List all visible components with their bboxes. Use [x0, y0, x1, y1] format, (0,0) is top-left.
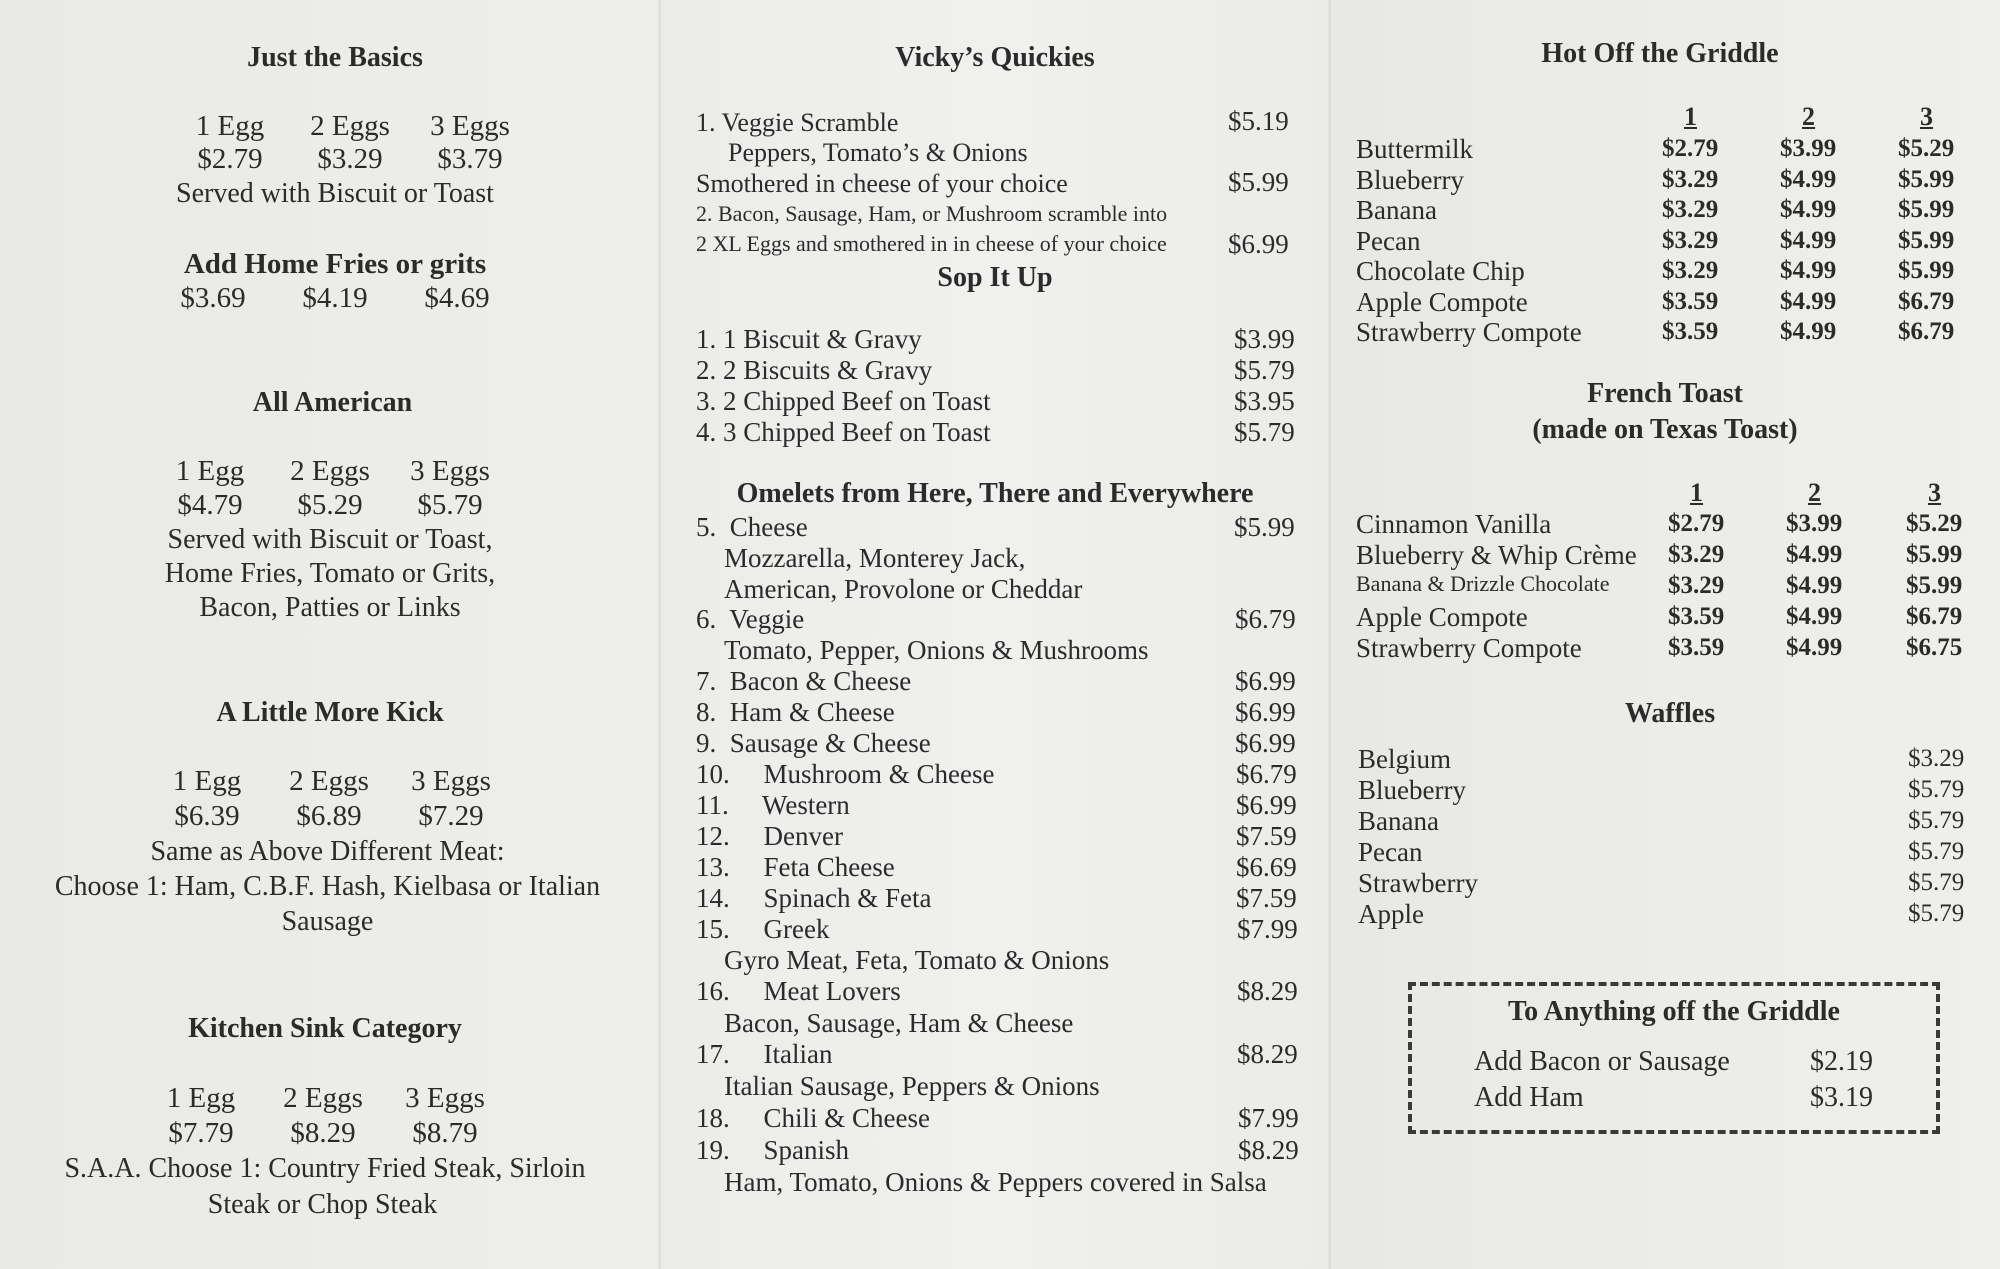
omelet-price: $8.29: [1237, 1039, 1298, 1069]
griddle-item: Pecan: [1356, 225, 1421, 256]
section-title-sop: Sop It Up: [937, 262, 1053, 293]
griddle-price: $5.99: [1898, 257, 1955, 284]
kick-price-3: $7.29: [418, 800, 484, 832]
omelet-item: 7. Bacon & Cheese: [696, 665, 912, 696]
quickie-line: Smothered in cheese of your choice: [696, 169, 1068, 198]
kick-prices: [146, 800, 512, 833]
french-toast-item: Strawberry Compote: [1356, 633, 1582, 663]
sop-price: $3.95: [1234, 386, 1295, 416]
french-toast-subtitle: (made on Texas Toast): [1532, 414, 1798, 445]
sink-egg-1: 1 Egg: [166, 1082, 236, 1114]
french-toast-price: $3.99: [1786, 510, 1843, 537]
omelet-item: 6. Veggie: [696, 604, 805, 634]
griddle-price: $5.99: [1898, 226, 1955, 254]
omelet-description: Gyro Meat, Feta, Tomato & Onions: [724, 944, 1110, 975]
quickie-line: Peppers, Tomato’s & Onions: [728, 138, 1028, 167]
griddle-item: Buttermilk: [1356, 134, 1473, 164]
sop-price: $3.99: [1234, 324, 1295, 354]
griddle-price: $3.29: [1662, 226, 1719, 254]
french-toast-item: Cinnamon Vanilla: [1356, 509, 1552, 539]
addon-price-2: $4.19: [302, 282, 368, 314]
addon-price: $2.19: [1810, 1046, 1873, 1077]
waffle-item: Strawberry: [1358, 868, 1478, 898]
griddle-price: $4.99: [1780, 287, 1837, 315]
omelet-item: 14. Spinach & Feta: [696, 882, 932, 913]
addons-title: To Anything off the Griddle: [1508, 996, 1840, 1027]
basics-price-1: $2.79: [197, 143, 263, 175]
omelet-item: 12. Denver: [696, 820, 843, 851]
sink-price-2: $8.29: [290, 1117, 356, 1149]
waffle-item: Apple: [1358, 899, 1424, 929]
omelet-price: $8.29: [1237, 976, 1298, 1006]
quickie-line: 2. Bacon, Sausage, Ham, or Mushroom scramble into: [696, 201, 1168, 226]
waffle-price: $3.29: [1908, 745, 1965, 772]
kick-price-2: $6.89: [296, 800, 362, 832]
american-egg-2: 2 Eggs: [290, 455, 370, 487]
omelet-price: $6.79: [1236, 758, 1297, 789]
waffle-price: $5.79: [1908, 869, 1965, 896]
waffle-price: $5.79: [1908, 900, 1965, 927]
omelet-price: $7.59: [1236, 882, 1297, 913]
basics-prices: [170, 143, 530, 176]
griddle-price: $4.99: [1780, 257, 1837, 284]
french-toast-price: $4.99: [1786, 603, 1843, 630]
french-toast-price: $5.99: [1906, 572, 1963, 599]
french-toast-item: Apple Compote: [1356, 602, 1528, 632]
griddle-price: $5.99: [1898, 165, 1955, 193]
griddle-price: $6.79: [1898, 318, 1955, 345]
section-title-french-toast: French Toast: [1587, 378, 1743, 409]
american-egg-3: 3 Eggs: [410, 455, 490, 487]
american-price-1: $4.79: [177, 489, 243, 521]
omelet-item: 18. Chili & Cheese: [696, 1102, 930, 1133]
griddle-column-header: 3: [1920, 102, 1933, 131]
omelet-item: 8. Ham & Cheese: [696, 696, 895, 727]
omelet-price: $6.99: [1235, 727, 1296, 758]
griddle-price: $3.29: [1662, 257, 1719, 284]
omelet-price: $7.59: [1236, 820, 1297, 851]
french-toast-price: $3.29: [1668, 572, 1725, 599]
fold-line-right: [1328, 0, 1331, 1269]
waffle-item: Banana: [1358, 806, 1439, 836]
quickie-line: 1. Veggie Scramble: [696, 108, 899, 137]
section-title-quickies: Vicky’s Quickies: [895, 42, 1095, 73]
omelet-item: 19. Spanish: [696, 1134, 850, 1165]
american-note-1: Served with Biscuit or Toast,: [167, 524, 493, 555]
quickie-line: 2 XL Eggs and smothered in in cheese of your choice: [696, 231, 1167, 256]
kick-note-3: Sausage: [281, 906, 374, 937]
section-title-basics: Just the Basics: [247, 42, 423, 73]
american-note-2: Home Fries, Tomato or Grits,: [164, 558, 496, 589]
omelet-price: $5.99: [1234, 512, 1295, 542]
section-title-waffles: Waffles: [1624, 698, 1716, 729]
addon-item: Add Bacon or Sausage: [1474, 1046, 1730, 1077]
sink-egg-counts: [140, 1082, 506, 1115]
omelet-price: $6.99: [1235, 696, 1296, 727]
omelet-price: $6.99: [1235, 665, 1296, 696]
american-price-2: $5.29: [297, 489, 363, 521]
omelet-description: Italian Sausage, Peppers & Onions: [724, 1071, 1100, 1101]
american-note-3: Bacon, Patties or Links: [199, 592, 461, 623]
griddle-price: $4.99: [1780, 165, 1837, 193]
griddle-column-header: 1: [1684, 102, 1697, 131]
kick-price-1: $6.39: [174, 800, 240, 832]
waffle-item: Pecan: [1358, 837, 1423, 867]
french-toast-price: $5.99: [1906, 541, 1963, 568]
french-toast-price: $2.79: [1668, 510, 1725, 537]
omelet-description: Mozzarella, Monterey Jack,: [724, 543, 1026, 573]
waffle-price: $5.79: [1908, 838, 1965, 865]
griddle-price: $3.29: [1662, 165, 1719, 193]
omelet-item: 11. Western: [696, 789, 850, 820]
waffle-price: $5.79: [1908, 776, 1965, 803]
sink-egg-3: 3 Eggs: [405, 1082, 485, 1114]
kick-egg-counts: [146, 765, 512, 798]
griddle-item: Chocolate Chip: [1356, 256, 1525, 286]
basics-addon-prices: [152, 282, 518, 315]
sink-note-2: Steak or Chop Steak: [207, 1189, 438, 1220]
addon-price: $3.19: [1810, 1082, 1873, 1113]
waffle-item: Blueberry: [1358, 775, 1466, 805]
kick-egg-3: 3 Eggs: [411, 765, 491, 797]
french-column-header: 3: [1928, 478, 1941, 507]
french-toast-price: $3.59: [1668, 603, 1725, 630]
section-title-sink: Kitchen Sink Category: [188, 1013, 462, 1044]
section-title-griddle: Hot Off the Griddle: [1541, 38, 1779, 69]
sop-item: 4. 3 Chipped Beef on Toast: [696, 417, 991, 447]
griddle-price: $6.79: [1898, 287, 1955, 315]
basics-egg-1: 1 Egg: [195, 110, 265, 142]
griddle-price: $3.99: [1780, 135, 1837, 162]
sop-price: $5.79: [1234, 417, 1295, 447]
omelet-item: 17. Italian: [696, 1039, 833, 1069]
basics-egg-3: 3 Eggs: [430, 110, 510, 142]
omelet-price: $6.79: [1235, 604, 1296, 634]
quickie-price: $5.19: [1228, 106, 1289, 136]
american-egg-1: 1 Egg: [175, 455, 245, 487]
omelet-item: 13. Feta Cheese: [696, 851, 895, 882]
french-toast-item: Blueberry & Whip Crème: [1356, 540, 1637, 570]
french-toast-price: $4.99: [1786, 634, 1843, 661]
griddle-price: $5.99: [1898, 196, 1955, 223]
sink-note-1: S.A.A. Choose 1: Country Fried Steak, Sirloin: [64, 1153, 586, 1184]
sink-price-1: $7.79: [168, 1117, 234, 1149]
omelet-price: $8.29: [1238, 1134, 1299, 1165]
french-toast-price: $6.75: [1906, 634, 1963, 661]
kick-note-1: Same as Above Different Meat:: [150, 836, 505, 867]
basics-price-3: $3.79: [437, 143, 503, 175]
griddle-price: $3.29: [1662, 196, 1719, 223]
french-toast-price: $3.59: [1668, 634, 1725, 661]
addon-price-1: $3.69: [180, 282, 246, 314]
quickie-price: $6.99: [1228, 229, 1289, 259]
basics-addon-title: Add Home Fries or grits: [183, 248, 487, 280]
american-price-3: $5.79: [417, 489, 483, 521]
griddle-price: $5.29: [1898, 135, 1955, 162]
griddle-item: Banana: [1356, 195, 1437, 225]
sop-price: $5.79: [1234, 355, 1295, 385]
section-title-american: All American: [252, 387, 413, 418]
omelet-price: $7.99: [1237, 913, 1298, 944]
omelet-description: Ham, Tomato, Onions & Peppers covered in Salsa: [724, 1166, 1267, 1197]
griddle-price: $3.59: [1662, 318, 1719, 345]
basics-egg-counts: [170, 110, 530, 143]
french-toast-price: $4.99: [1786, 572, 1843, 599]
omelet-item: 9. Sausage & Cheese: [696, 727, 931, 758]
kick-note-2: Choose 1: Ham, C.B.F. Hash, Kielbasa or Italian: [54, 871, 601, 902]
sink-egg-2: 2 Eggs: [283, 1082, 363, 1114]
omelet-description: Bacon, Sausage, Ham & Cheese: [724, 1007, 1074, 1038]
omelet-price: $7.99: [1238, 1102, 1299, 1133]
basics-note: Served with Biscuit or Toast: [176, 178, 494, 209]
addon-price-3: $4.69: [424, 282, 490, 314]
waffle-item: Belgium: [1358, 744, 1451, 774]
sink-prices: [140, 1117, 506, 1150]
griddle-price: $4.99: [1780, 318, 1837, 345]
griddle-item: Blueberry: [1356, 164, 1464, 195]
american-egg-counts: [150, 455, 510, 488]
griddle-column-header: 2: [1802, 102, 1815, 131]
sop-item: 1. 1 Biscuit & Gravy: [696, 324, 922, 354]
griddle-price: $4.99: [1780, 226, 1837, 254]
waffle-price: $5.79: [1908, 807, 1965, 834]
sop-item: 2. 2 Biscuits & Gravy: [696, 355, 933, 385]
french-toast-price: $4.99: [1786, 541, 1843, 568]
omelet-description: American, Provolone or Cheddar: [724, 573, 1083, 604]
griddle-price: $3.59: [1662, 287, 1719, 315]
griddle-item: Strawberry Compote: [1356, 317, 1582, 347]
quickie-price: $5.99: [1228, 167, 1289, 197]
omelet-price: $6.69: [1236, 851, 1297, 882]
addon-item: Add Ham: [1474, 1082, 1584, 1113]
french-column-header: 2: [1808, 478, 1821, 507]
kick-egg-2: 2 Eggs: [289, 765, 369, 797]
omelet-item: 10. Mushroom & Cheese: [696, 758, 995, 789]
french-toast-price: $6.79: [1906, 603, 1963, 630]
omelet-price: $6.99: [1236, 789, 1297, 820]
french-toast-price: $5.29: [1906, 510, 1963, 537]
omelet-item: 15. Greek: [696, 913, 830, 944]
omelet-description: Tomato, Pepper, Onions & Mushrooms: [724, 635, 1149, 665]
french-toast-item: Banana & Drizzle Chocolate: [1356, 571, 1610, 596]
sop-item: 3. 2 Chipped Beef on Toast: [696, 386, 991, 416]
griddle-item: Apple Compote: [1356, 286, 1528, 317]
omelet-item: 16. Meat Lovers: [696, 976, 901, 1006]
american-prices: [150, 489, 510, 522]
section-title-kick: A Little More Kick: [216, 697, 444, 728]
section-title-omelets: Omelets from Here, There and Everywhere: [736, 478, 1254, 509]
griddle-price: $4.99: [1780, 196, 1837, 223]
basics-egg-2: 2 Eggs: [310, 110, 390, 142]
sink-price-3: $8.79: [412, 1117, 478, 1149]
basics-price-2: $3.29: [317, 143, 383, 175]
omelet-item: 5. Cheese: [696, 512, 808, 542]
griddle-price: $2.79: [1662, 135, 1719, 162]
french-column-header: 1: [1690, 478, 1703, 507]
kick-egg-1: 1 Egg: [172, 765, 242, 797]
french-toast-price: $3.29: [1668, 541, 1725, 568]
